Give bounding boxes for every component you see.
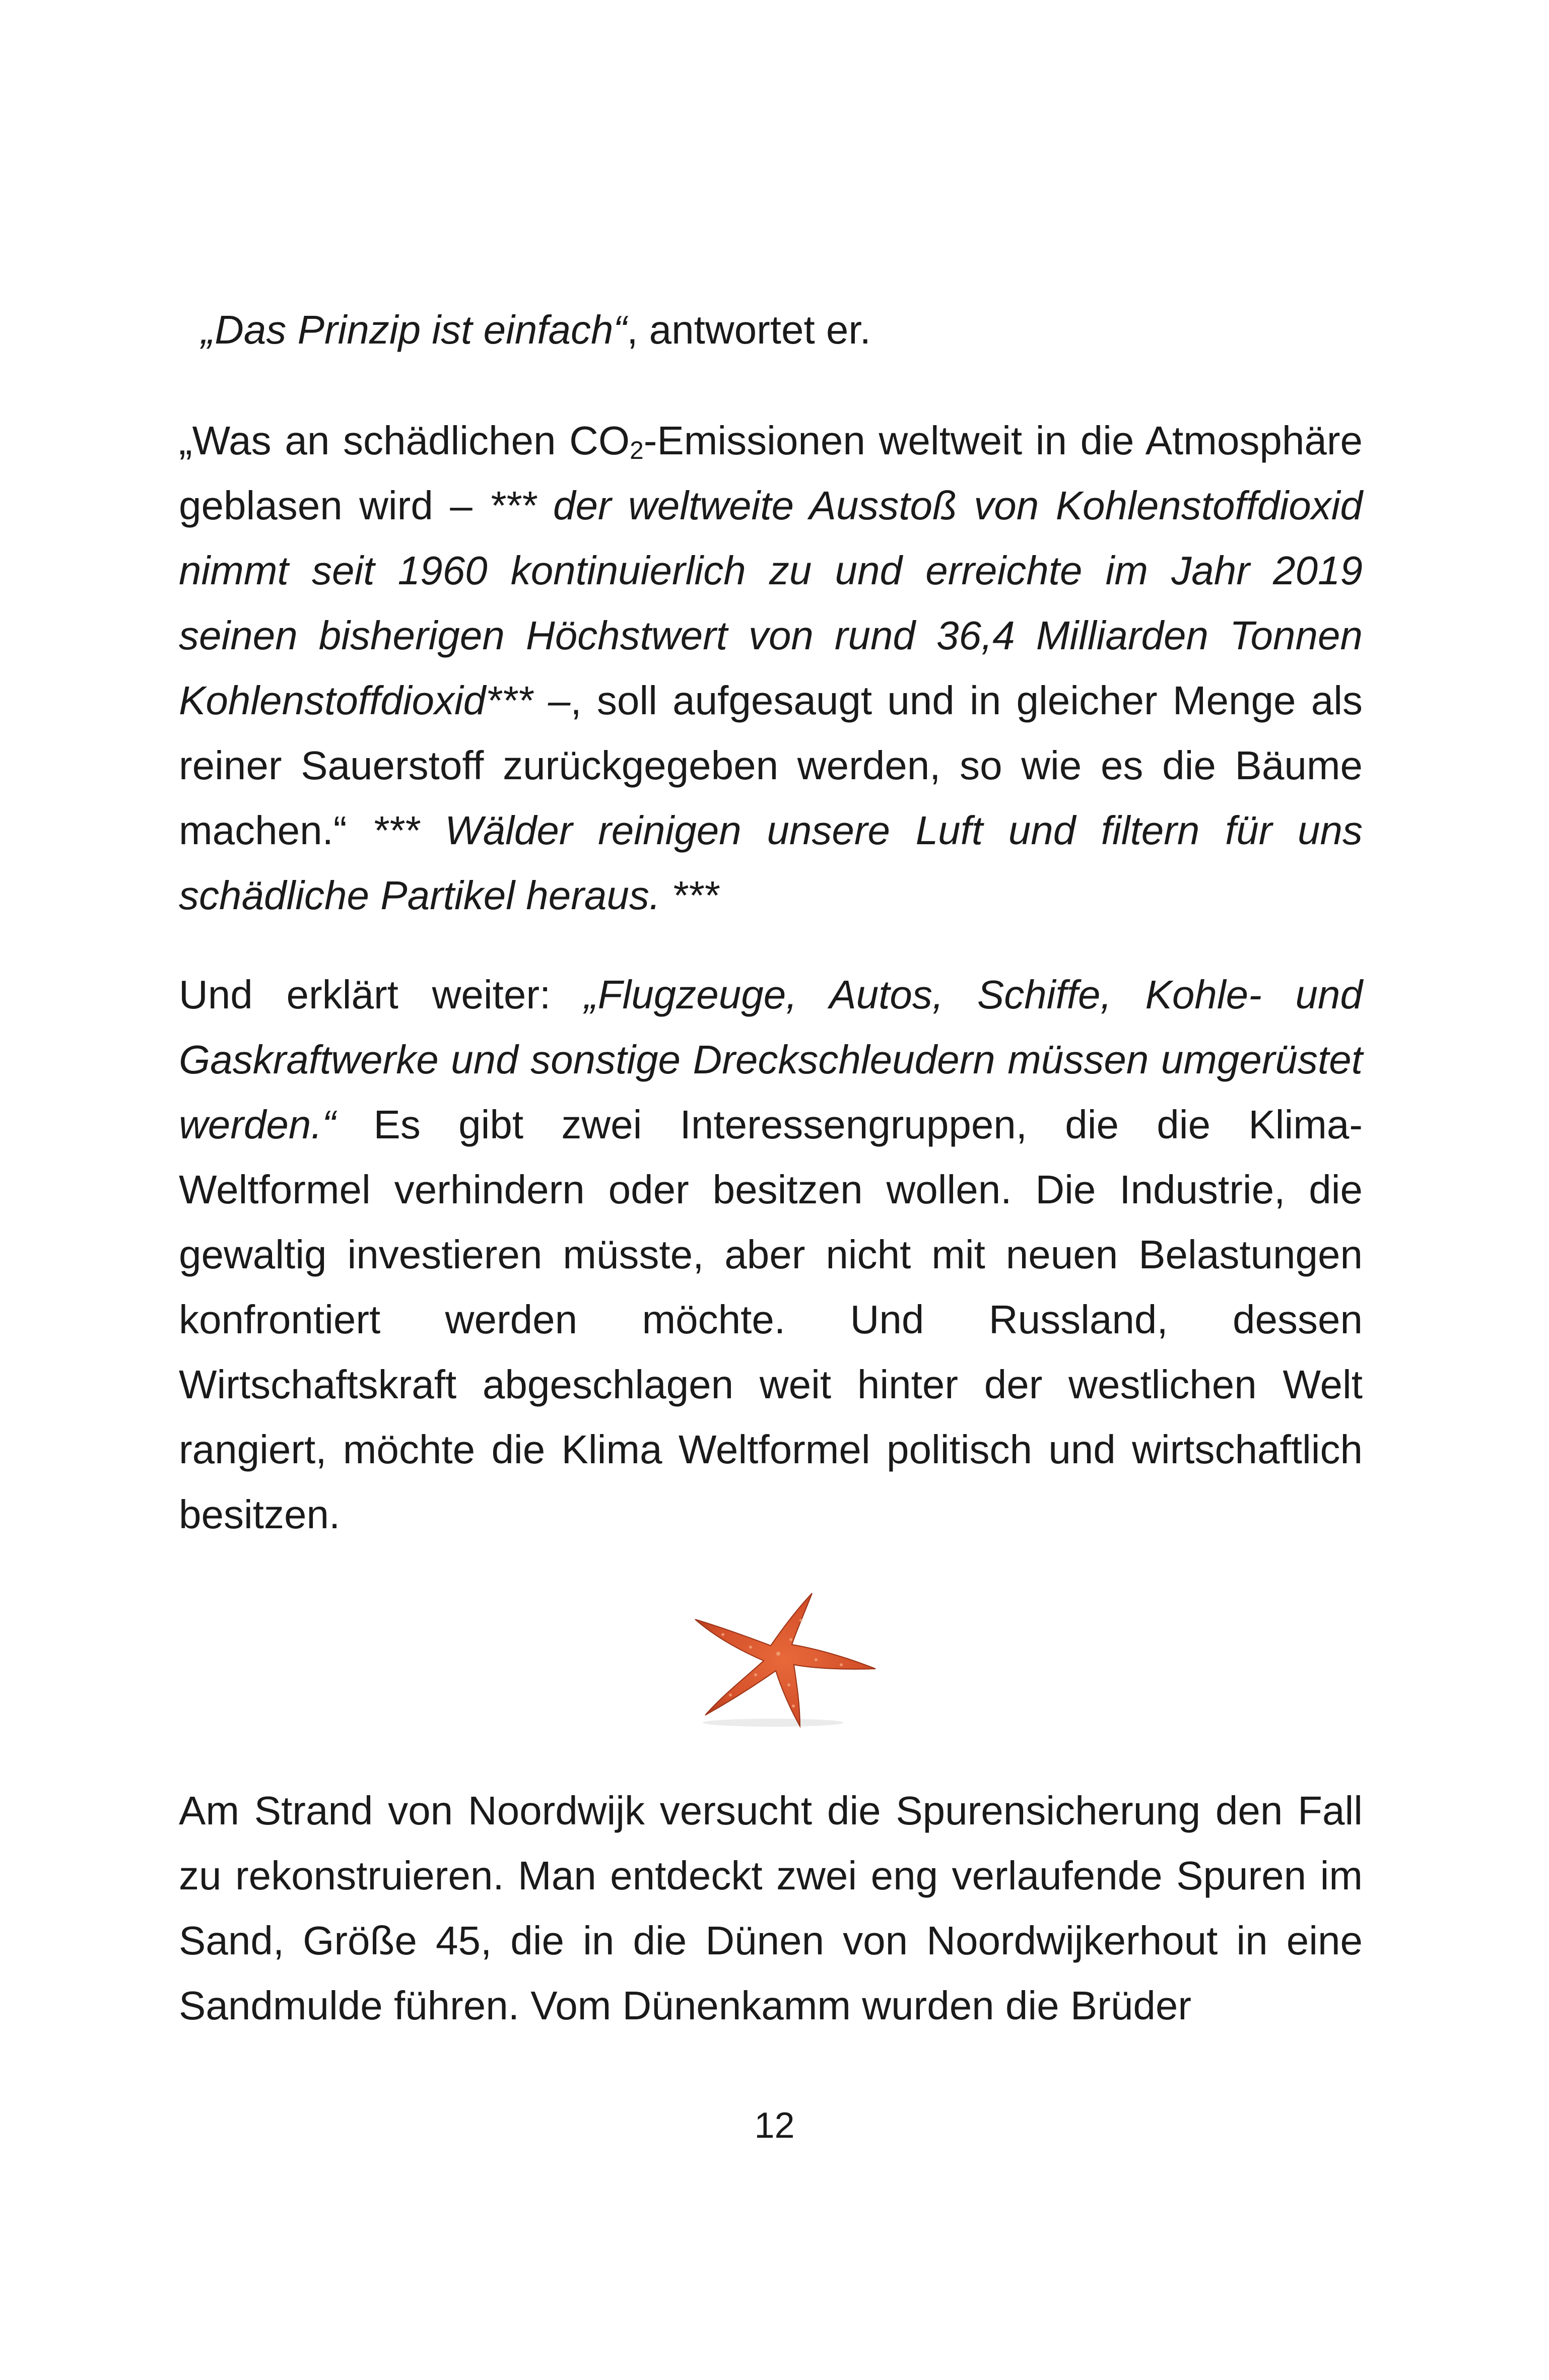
explain-part-3: Es gibt zwei Interessengruppen, die die Klima-Weltformel verhindern oder besitzen wollen. Die Industrie, die gewaltig investieren müsste, aber nicht mit neuen Belastungen konfrontiert werden möchte. Und Russland, dessen Wirtschaftskraft abgeschlagen weit hinter der westlichen Welt rangiert, möchte die Klima Weltformel politisch und wirtschaftlich besitzen. (179, 1102, 1363, 1537)
paragraph-quote (179, 408, 1363, 928)
page-number: 12 (754, 2105, 795, 2146)
paragraph-explain (179, 962, 1363, 1547)
quote-part-1: „Was an schädlichen CO (179, 418, 630, 463)
starfish-icon (665, 1589, 882, 1730)
beach-text: Am Strand von Noordwijk versucht die Spurensicherung den Fall zu rekonstruieren. Man entdeckt zwei eng verlaufende Spuren im Sand, Größe 45, die in die Dünen von Noordwijkerhout in eine Sandmulde führen. Vom Dünenkamm wurden die Brüder (179, 1788, 1363, 2028)
quote-part-4: , soll aufgesaugt und in gleicher Menge als reiner Sauerstoff zurückgegeben werden, so wie es die Bäume machen.“ (179, 678, 1363, 853)
quote-part-3: *** der weltweite Ausstoß von Kohlenstoffdioxid nimmt seit 1960 kontinuierlich zu und erreichte im Jahr 2019 seinen bisherigen Höchstwert von rund 36,4 Milliarden Tonnen Kohlenstoffdioxid*** – (179, 483, 1363, 723)
explain-part-2: „Flugzeuge, Autos, Schiffe, Kohle- und Gaskraftwerke und sonstige Dreckschleudern müssen umgerüstet werden.“ (179, 972, 1363, 1147)
co2-subscript: 2 (630, 436, 644, 464)
paragraph-beach (179, 1778, 1363, 2038)
paragraph-intro (179, 297, 1363, 362)
explain-part-1: Und erklärt weiter: (179, 972, 585, 1017)
quote-part-2: -Emissionen weltweit in die Atmosphäre geblasen wird – (179, 418, 1363, 528)
quote-part-5: *** Wälder reinigen unsere Luft und filtern für uns schädliche Partikel heraus. *** (179, 808, 1363, 918)
intro-quote: „Das Prinzip ist einfach“ (201, 307, 627, 352)
intro-rest: , antwortet er. (627, 307, 871, 352)
